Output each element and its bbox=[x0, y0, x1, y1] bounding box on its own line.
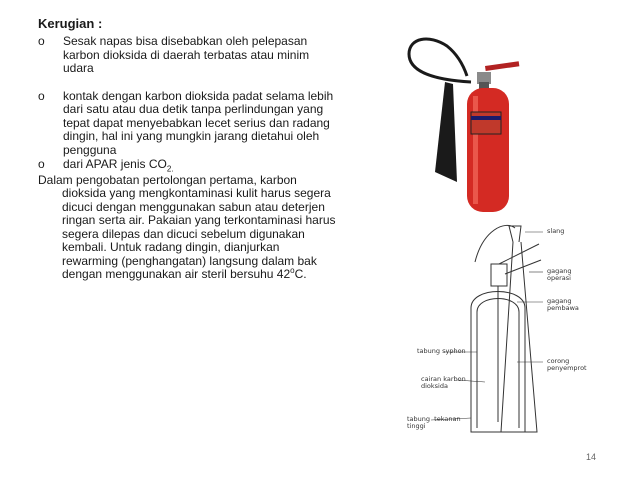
handle bbox=[485, 61, 519, 71]
heading: Kerugian : bbox=[38, 16, 103, 31]
bullet-item bbox=[38, 90, 338, 158]
label-pressure-cylinder: tabung tekanan tinggi bbox=[407, 415, 461, 430]
diagram-drawing bbox=[405, 222, 585, 442]
text-column bbox=[38, 16, 338, 282]
extinguisher-diagram bbox=[405, 222, 585, 442]
bullet-item bbox=[38, 35, 338, 76]
discharge-horn bbox=[435, 82, 457, 182]
bullet-text: kontak dengan karbon dioksida padat selama lebih dari satu atau dua detik tanpa perlindungan yang tepat dapat menyebabkan lecet serius dan radang dingin, hal ini yang mungkin jarang dietahui oleh pengguna bbox=[63, 88, 334, 157]
subscript: 2. bbox=[166, 164, 174, 174]
label-siphon-tube: tabung syphon bbox=[417, 347, 466, 355]
bullet-text: Sesak napas bisa disebabkan oleh pelepasan karbon dioksida di daerah terbatas atau minim udara bbox=[63, 34, 310, 75]
bullet-mark: o bbox=[38, 34, 45, 48]
product-label bbox=[471, 112, 501, 134]
label-hose: slang bbox=[547, 227, 565, 235]
bullet-mark: o bbox=[38, 157, 45, 171]
label-liquid-co2: cairan karbon dioksida bbox=[421, 375, 466, 390]
bullet-text: dari APAR jenis CO bbox=[63, 157, 167, 171]
first-aid-paragraph bbox=[38, 174, 338, 282]
co2-extinguisher-photo bbox=[405, 32, 525, 216]
label-band bbox=[471, 116, 501, 120]
paragraph-text: Dalam pengobatan pertolongan pertama, karbon dioksida yang mengkontaminasi kulit harus segera dicuci dengan menggunakan sabun atau deterjen ringan serta air. Pakaian yang terkontaminasi harus segera dilepas dan dicuci sebelum digunakan kembali. Untuk radang dingin, dianjurkan rewarming (penghangatan) langsung dalam bak dengan menggunakan air steril bersuhu 42 bbox=[38, 172, 336, 281]
bullet-mark: o bbox=[38, 88, 45, 103]
label-discharge-horn: corong penyemprot bbox=[547, 357, 587, 372]
page-number: 14 bbox=[586, 452, 597, 462]
label-operating-handle: gagang operasi bbox=[547, 267, 572, 282]
hose bbox=[409, 39, 471, 82]
label-carry-handle: gagang pembawa bbox=[547, 297, 579, 312]
bullet-item bbox=[38, 158, 338, 172]
paragraph-tail: C. bbox=[294, 267, 307, 281]
degree-superscript: o bbox=[290, 266, 295, 275]
